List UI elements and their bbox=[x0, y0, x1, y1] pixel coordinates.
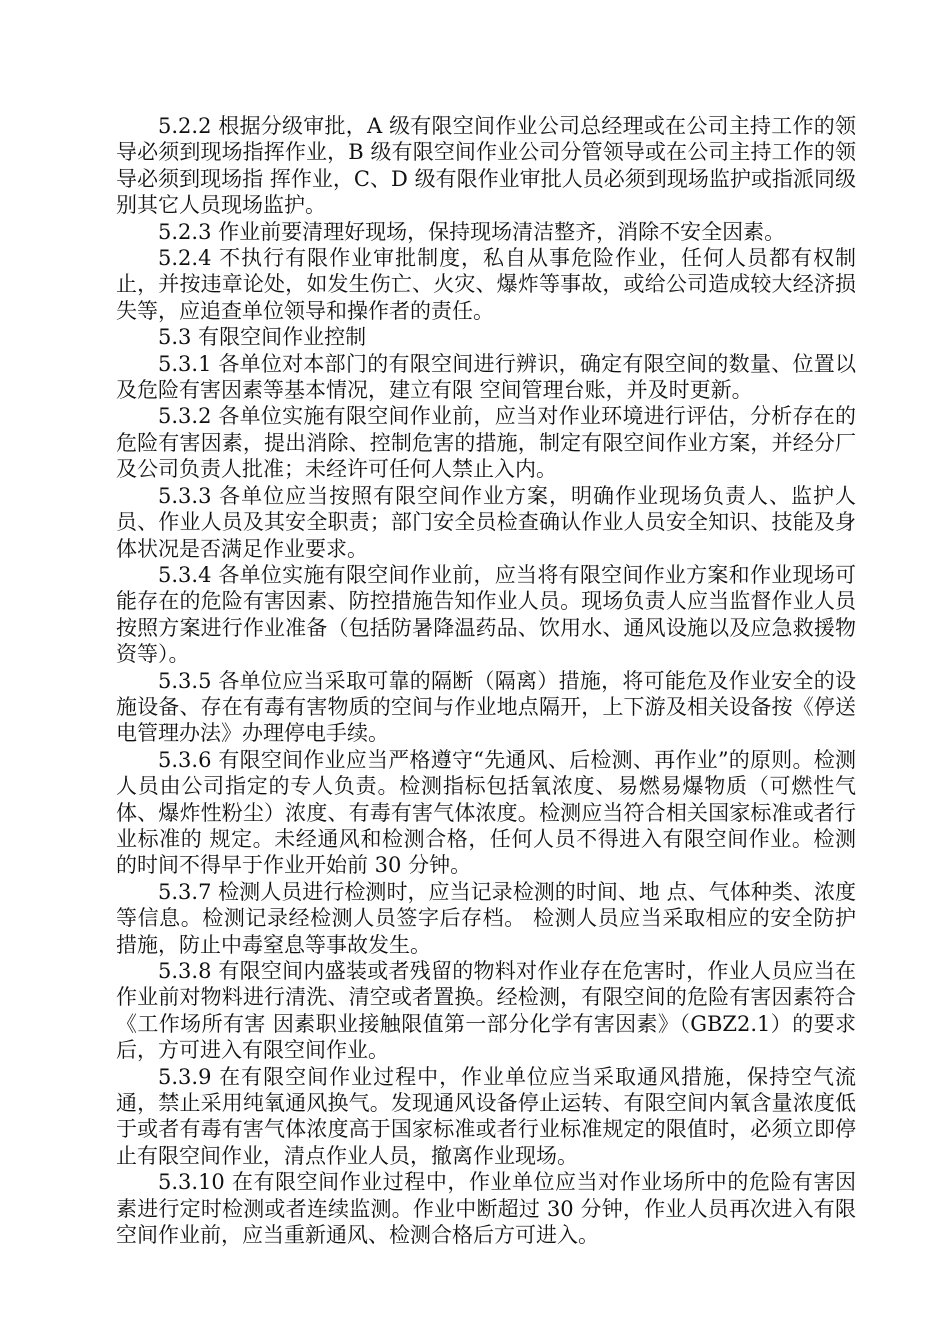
paragraph-5-2-3: 5.2.3 作业前要清理好现场，保持现场清洁整齐，消除不安全因素。 bbox=[158, 219, 786, 244]
paragraph-5-3-5: 5.3.5 各单位应当采取可靠的隔断（隔离）措施，将可能危及作业安全的设施设备、存在有毒有害物质的空间与作业地点隔开，上下游及相关设备按《停送电管理办法》办理停电手续。 bbox=[116, 668, 856, 746]
paragraph-5-3-3: 5.3.3 各单位应当按照有限空间作业方案，明确作业现场负责人、监护人员、作业人员及其安全职责；部门安全员检查确认作业人员安全知识、技能及身体状况是否满足作业要求。 bbox=[116, 483, 856, 561]
paragraph-5-2-4: 5.2.4 不执行有限作业审批制度，私自从事危险作业，任何人员都有权制止，并按违章论处，如发生伤亡、火灾、爆炸等事故，或给公司造成较大经济损失等，应追查单位领导和操作者的责任。 bbox=[116, 246, 856, 323]
paragraph-5-3-1: 5.3.1 各单位对本部门的有限空间进行辨识，确定有限空间的数量、位置以及危险有害因素等基本情况，建立有限 空间管理台账，并及时更新。 bbox=[116, 351, 856, 403]
paragraph-5-3-8: 5.3.8 有限空间内盛装或者残留的物料对作业存在危害时，作业人员应当在作业前对物料进行清洗、清空或者置换。经检测，有限空间的危险有害因素符合《工作场所有害 因素职业接触限值第一部分化学有害因素》（GBZ2.1）的要求后，方可进入有限空间作业。 bbox=[116, 959, 856, 1063]
paragraph-5-3-4: 5.3.4 各单位实施有限空间作业前，应当将有限空间作业方案和作业现场可能存在的危险有害因素、防控措施告知作业人员。现场负责人应当监督作业人员按照方案进行作业准备（包括防暑降温药品、饮用水、通风设施以及应急救援物资等）。 bbox=[116, 562, 856, 667]
document-body bbox=[116, 113, 856, 1248]
paragraph-5-3-2: 5.3.2 各单位实施有限空间作业前，应当对作业环境进行评估，分析存在的危险有害因素，提出消除、控制危害的措施，制定有限空间作业方案，并经分厂及公司负责人批准；未经许可任何人禁止入内。 bbox=[116, 404, 856, 482]
paragraph-5-2-2: 5.2.2 根据分级审批，A 级有限空间作业公司总经理或在公司主持工作的领导必须到现场指挥作业，B 级有限空间作业公司分管领导或在公司主持工作的领导必须到现场指 挥作业，C、D 级有限作业审批人员必须到现场监护或指派同级别其它人员现场监护。 bbox=[116, 114, 856, 218]
section-heading-5-3: 5.3 有限空间作业控制 bbox=[158, 325, 367, 350]
paragraph-5-3-6: 5.3.6 有限空间作业应当严格遵守“先通风、后检测、再作业”的原则。检测人员由公司指定的专人负责。检测指标包括氧浓度、易燃易爆物质（可燃性气体、爆炸性粉尘）浓度、有毒有害气体浓度。检测应当符合相关国家标准或者行业标准的 规定。未经通风和检测合格，任何人员不得进入有限空间作业。检测的时间不得早于作业开始前 30 分钟。 bbox=[116, 747, 856, 878]
paragraph-5-3-7: 5.3.7 检测人员进行检测时，应当记录检测的时间、地 点、气体种类、浓度等信息。检测记录经检测人员签字后存档。 检测人员应当采取相应的安全防护措施，防止中毒窒息等事故发生。 bbox=[116, 879, 856, 957]
paragraph-5-3-10: 5.3.10 在有限空间作业过程中，作业单位应当对作业场所中的危险有害因素进行定时检测或者连续监测。作业中断超过 30 分钟，作业人员再次进入有限空间作业前，应当重新通风、检测合格后方可进入。 bbox=[116, 1170, 856, 1248]
paragraph-5-3-9: 5.3.9 在有限空间作业过程中，作业单位应当采取通风措施，保持空气流通，禁止采用纯氧通风换气。发现通风设备停止运转、有限空间内氧含量浓度低于或者有毒有害气体浓度高于国家标准或者行业标准规定的限值时，必须立即停止有限空间作业，清点作业人员，撤离作业现场。 bbox=[116, 1064, 856, 1168]
